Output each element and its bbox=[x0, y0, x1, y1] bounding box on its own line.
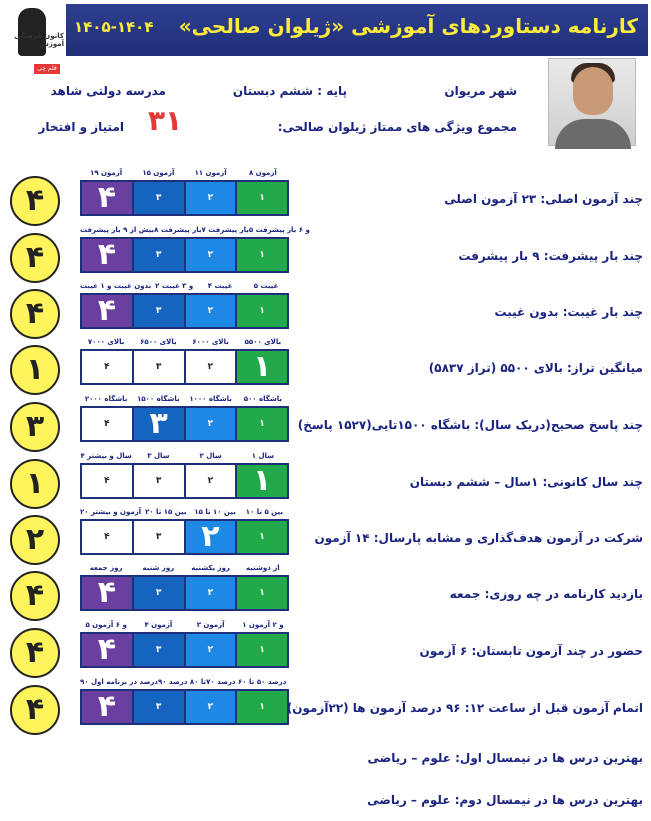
row-level-cell: ۳ bbox=[134, 239, 184, 271]
row-level-cell: ۳ bbox=[134, 295, 184, 327]
row-level-cell: ۴ bbox=[82, 521, 132, 553]
row-header-label: ۳ آزمون bbox=[196, 621, 225, 629]
row-header-label: از دوشنبه bbox=[246, 564, 280, 572]
row-header bbox=[80, 226, 310, 234]
row-question: بازدید کارنامه در چه روزی: جمعه bbox=[449, 587, 643, 601]
row-header-label: ۵۰ درصد bbox=[256, 678, 287, 686]
row-level-cell: ۴ bbox=[82, 634, 132, 666]
row-header-label: ۹۰ تا ۸۰ درصد bbox=[158, 678, 207, 686]
school-label: مدرسه دولتی شاهد bbox=[50, 84, 166, 98]
row-score-circle: ۴ bbox=[10, 233, 60, 283]
row-score-circle: ۴ bbox=[10, 289, 60, 339]
row-level-cell: ۴ bbox=[82, 408, 132, 440]
row-header-label: ۱ و ۲ آزمون bbox=[242, 621, 284, 629]
photo-shirt bbox=[555, 119, 631, 149]
row-question: چند سال کانونی: ۱سال – ششم دبستان bbox=[409, 475, 643, 489]
row-header-label: روز شنبه bbox=[142, 564, 175, 572]
row-header-label: باشگاه ۱۵۰۰ bbox=[137, 395, 180, 403]
row-score-circle: ۴ bbox=[10, 685, 60, 735]
row-question: چند بار پیشرفت: ۹ بار پیشرفت bbox=[458, 249, 643, 263]
row-level-cell: ۱ bbox=[237, 182, 287, 214]
row-level-cell: ۳ bbox=[134, 577, 184, 609]
row-level-cell: ۱ bbox=[237, 351, 287, 383]
row-header-label: ۴ آزمون bbox=[144, 621, 173, 629]
row-level-cell: ۴ bbox=[82, 295, 132, 327]
logo-badge: قلم چی bbox=[34, 64, 60, 74]
kanoon-logo bbox=[4, 2, 64, 78]
row-level-table bbox=[80, 180, 289, 216]
row-question: حضور در چند آزمون تابستان: ۶ آزمون bbox=[419, 644, 643, 658]
row-level-cell: ۴ bbox=[82, 691, 132, 723]
row-header-label: بین ۵ تا ۱۰ bbox=[245, 508, 283, 516]
row-header-label: بالای ۷۰۰۰ bbox=[87, 338, 125, 346]
row-header-label: ۷ بار پیشرفت bbox=[201, 226, 249, 234]
row-header-label: باشگاه ۵۰۰ bbox=[243, 395, 282, 403]
row-header-label: بدون غیبت و ۱ غیبت bbox=[80, 282, 152, 290]
row-question: شرکت در آزمون هدف‌گذاری و مشابه پارسال: ۱۴ آزمون bbox=[314, 531, 643, 545]
row-score-circle: ۴ bbox=[10, 571, 60, 621]
row-score-circle: ۲ bbox=[10, 515, 60, 565]
row-score-circle: ۴ bbox=[10, 176, 60, 226]
row-header-label: ۱۵ آزمون bbox=[142, 169, 175, 177]
title-bar bbox=[66, 4, 648, 56]
row-level-cell: ۲ bbox=[186, 351, 236, 383]
row-question: اتمام آزمون قبل از ساعت ۱۲: ۹۶ درصد آزمون ها (۲۲آزمون) bbox=[286, 701, 643, 715]
school-year: ۱۴۰۵-۱۴۰۴ bbox=[74, 18, 154, 36]
row-header-label: ۴ غیبت bbox=[207, 282, 233, 290]
page-title: کارنامه دستاوردهای آموزشی «ژیلوان صالحی» bbox=[178, 14, 638, 38]
row-level-table bbox=[80, 349, 289, 385]
row-level-cell: ۱ bbox=[237, 521, 287, 553]
row-level-cell: ۳ bbox=[134, 634, 184, 666]
row-header-label: روز جمعه bbox=[89, 564, 123, 572]
row-header bbox=[80, 564, 289, 572]
row-header bbox=[80, 452, 289, 460]
row-header-label: باشگاه ۱۰۰۰ bbox=[189, 395, 232, 403]
row-level-cell: ۲ bbox=[186, 408, 236, 440]
row-level-cell: ۴ bbox=[82, 239, 132, 271]
row-header bbox=[80, 621, 289, 629]
row-header-label: ۳ سال bbox=[147, 452, 170, 460]
row-level-cell: ۳ bbox=[134, 408, 184, 440]
row-level-table bbox=[80, 237, 289, 273]
row-score-circle: ۴ bbox=[10, 628, 60, 678]
row-level-cell: ۲ bbox=[186, 521, 236, 553]
row-level-table bbox=[80, 575, 289, 611]
row-header-label: ۹۰ درصد در برنامه اول bbox=[80, 678, 158, 686]
row-level-cell: ۲ bbox=[186, 295, 236, 327]
row-level-table bbox=[80, 632, 289, 668]
row-header-label: ۸ آزمون bbox=[248, 169, 277, 177]
row-header bbox=[80, 395, 289, 403]
student-photo bbox=[548, 58, 636, 146]
row-header-label: ۸ بار پیشرفت bbox=[154, 226, 202, 234]
row-header-label: ۵ غیبت bbox=[253, 282, 279, 290]
row-level-cell: ۱ bbox=[237, 634, 287, 666]
row-level-cell: ۲ bbox=[186, 239, 236, 271]
row-question: چند بار غیبت: بدون غیبت bbox=[494, 305, 643, 319]
row-level-cell: ۳ bbox=[134, 182, 184, 214]
row-level-cell: ۳ bbox=[134, 351, 184, 383]
row-level-cell: ۲ bbox=[186, 182, 236, 214]
row-level-cell: ۳ bbox=[134, 521, 184, 553]
row-level-cell: ۴ bbox=[82, 577, 132, 609]
row-level-table bbox=[80, 689, 289, 725]
row-level-cell: ۱ bbox=[237, 295, 287, 327]
row-level-cell: ۲ bbox=[186, 577, 236, 609]
score-label: امتیاز و افتخار bbox=[38, 120, 124, 134]
row-level-cell: ۳ bbox=[134, 465, 184, 497]
total-score: ۳۱ bbox=[148, 104, 183, 137]
row-header-label: بین ۱۵ تا ۲۰ bbox=[145, 508, 187, 516]
row-level-cell: ۳ bbox=[134, 691, 184, 723]
row-header-label: ۱۱ آزمون bbox=[194, 169, 227, 177]
grade-label: پایه : ششم دبستان bbox=[232, 84, 347, 98]
row-header-label: ۲ سال bbox=[199, 452, 222, 460]
row-header-label: بیش از ۹ بار پیشرفت bbox=[80, 226, 155, 234]
row-score-circle: ۱ bbox=[10, 345, 60, 395]
row-header-label: ۷۰ تا ۶۰ درصد bbox=[206, 678, 255, 686]
best-subjects-second: بهترین درس ها در نیمسال دوم: علوم – ریاضی bbox=[367, 793, 643, 807]
row-header-label: ۲ و ۳ غیبت bbox=[155, 282, 194, 290]
row-score-circle: ۳ bbox=[10, 402, 60, 452]
row-header bbox=[80, 282, 289, 290]
row-header-label: ۱۹ آزمون bbox=[90, 169, 123, 177]
row-level-cell: ۱ bbox=[237, 239, 287, 271]
row-level-cell: ۲ bbox=[186, 465, 236, 497]
row-header-label: بالای ۵۵۰۰ bbox=[244, 338, 282, 346]
row-level-cell: ۴ bbox=[82, 465, 132, 497]
row-level-cell: ۴ bbox=[82, 351, 132, 383]
row-level-cell: ۲ bbox=[186, 634, 236, 666]
row-question: چند پاسخ صحیح(دریک سال): باشگاه ۱۵۰۰تایی(۱۵۲۷ پاسخ) bbox=[297, 418, 643, 432]
row-header-label: بالای ۶۵۰۰ bbox=[140, 338, 177, 346]
row-header bbox=[80, 338, 289, 346]
row-question: میانگین تراز: بالای ۵۵۰۰ (تراز ۵۸۳۷) bbox=[428, 361, 643, 375]
row-level-cell: ۱ bbox=[237, 408, 287, 440]
row-header-label: ۴ سال و بیشتر bbox=[80, 452, 132, 460]
row-header-label: بالای ۶۰۰۰ bbox=[192, 338, 229, 346]
row-header-label: ۲۰ آزمون و بیشتر bbox=[80, 508, 142, 516]
row-level-cell: ۲ bbox=[186, 691, 236, 723]
row-level-table bbox=[80, 293, 289, 329]
row-level-table bbox=[80, 406, 289, 442]
row-score-circle: ۱ bbox=[10, 459, 60, 509]
photo-face bbox=[573, 67, 613, 115]
logo-text: کانون فرهنگی آموزش bbox=[14, 32, 64, 48]
row-header-label: ۵ و ۶ آزمون bbox=[85, 621, 127, 629]
row-level-cell: ۱ bbox=[237, 577, 287, 609]
row-header-label: ۵ و ۶ بار پیشرفت bbox=[248, 226, 310, 234]
features-label: مجموع ویژگی های ممتاز ژیلوان صالحی: bbox=[277, 120, 517, 134]
city-label: شهر مریوان bbox=[444, 84, 517, 98]
row-header bbox=[80, 508, 289, 516]
row-header bbox=[80, 678, 289, 686]
row-header-label: ۱ سال bbox=[251, 452, 275, 460]
row-question: چند آزمون اصلی: ۲۳ آزمون اصلی bbox=[444, 192, 643, 206]
row-level-cell: ۴ bbox=[82, 182, 132, 214]
row-level-table bbox=[80, 463, 289, 499]
row-header bbox=[80, 169, 289, 177]
row-header-label: باشگاه ۲۰۰۰ bbox=[84, 395, 128, 403]
row-level-cell: ۱ bbox=[237, 691, 287, 723]
best-subjects-first: بهترین درس ها در نیمسال اول: علوم – ریاضی bbox=[367, 751, 643, 765]
row-level-table bbox=[80, 519, 289, 555]
row-header-label: بین ۱۰ تا ۱۵ bbox=[194, 508, 236, 516]
row-level-cell: ۱ bbox=[237, 465, 287, 497]
row-header-label: روز یکشنبه bbox=[191, 564, 230, 572]
